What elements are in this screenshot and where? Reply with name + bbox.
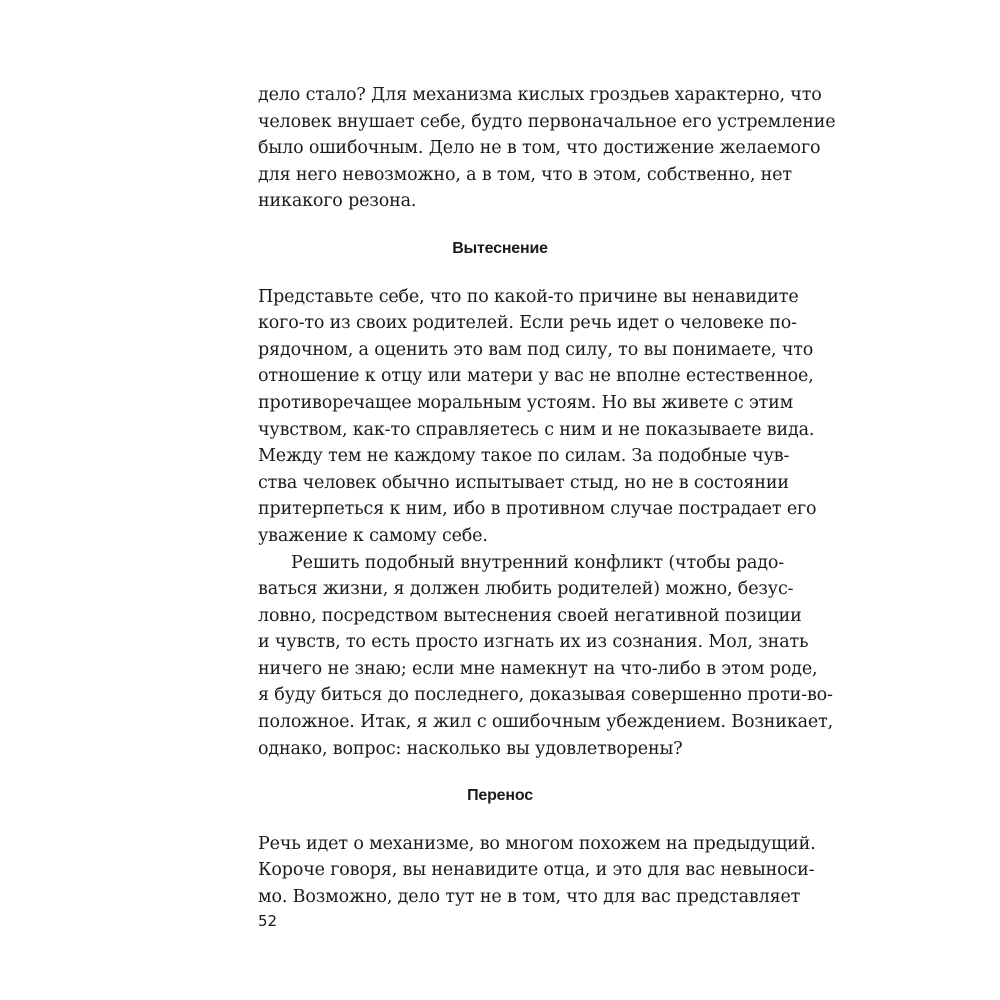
section-heading-displacement: Вытеснение <box>452 239 548 257</box>
text-line: Речь идет о механизме, во многом похожем на предыдущий. <box>258 833 816 854</box>
text-line: кого-то из своих родителей. Если речь идет о человеке по- <box>258 313 797 334</box>
text-line: противоречащее моральным устоям. Но вы живете с этим <box>258 392 794 413</box>
text-line: Представьте себе, что по какой-то причине вы ненавидите <box>258 286 799 307</box>
section1-paragraph1 <box>258 284 817 550</box>
text-line: Между тем не каждому такое по силам. За подобные чув- <box>258 446 790 467</box>
text-line: ства человек обычно испытывает стыд, но не в состоянии <box>258 472 789 493</box>
text-line: отношение к отцу или матери у вас не вполне естественное, <box>258 366 814 387</box>
intro-paragraph <box>258 82 836 215</box>
text-line: однако, вопрос: насколько вы удовлетворены? <box>258 738 683 759</box>
text-line: и чувств, то есть просто изгнать их из сознания. Мол, знать <box>258 632 809 653</box>
section2-paragraph1 <box>258 831 816 911</box>
book-page <box>258 82 836 911</box>
text-line: положное. Итак, я жил с ошибочным убеждением. Возникает, <box>258 712 834 733</box>
page-number: 52 <box>258 912 278 930</box>
text-line: никакого резона. <box>258 191 417 212</box>
text-line: мо. Возможно, дело тут не в том, что для вас представляет <box>258 887 801 908</box>
text-line: для него невозможно, а в том, что в этом, собственно, нет <box>258 164 792 185</box>
text-line: притерпеться к ним, ибо в противном случае пострадает его <box>258 499 817 520</box>
text-line: Решить подобный внутренний конфликт (чтобы радо- <box>291 552 785 573</box>
text-line: уважение к самому себе. <box>258 525 488 546</box>
section-heading-transfer: Перенос <box>467 787 533 805</box>
text-line: ловно, посредством вытеснения своей негативной позиции <box>258 605 802 626</box>
text-line: дело стало? Для механизма кислых гроздьев характерно, что <box>258 85 822 105</box>
text-line: ваться жизни, я должен любить родителей) можно, безус- <box>258 579 794 600</box>
text-line: ничего не знаю; если мне намекнут на что-либо в этом роде, <box>258 658 818 679</box>
text-line: чувством, как-то справляетесь с ним и не показываете вида. <box>258 419 815 440</box>
section1-paragraph2 <box>258 550 834 763</box>
text-line: было ошибочным. Дело не в том, что достижение желаемого <box>258 138 821 159</box>
text-line: человек внушает себе, будто первоначальное его устремление <box>258 111 836 132</box>
text-line: я буду биться до последнего, доказывая совершенно проти-во- <box>258 685 833 706</box>
text-line: Короче говоря, вы ненавидите отца, и это для вас невыноси- <box>258 860 815 881</box>
text-line: рядочном, а оценить это вам под силу, то вы понимаете, что <box>258 339 814 360</box>
